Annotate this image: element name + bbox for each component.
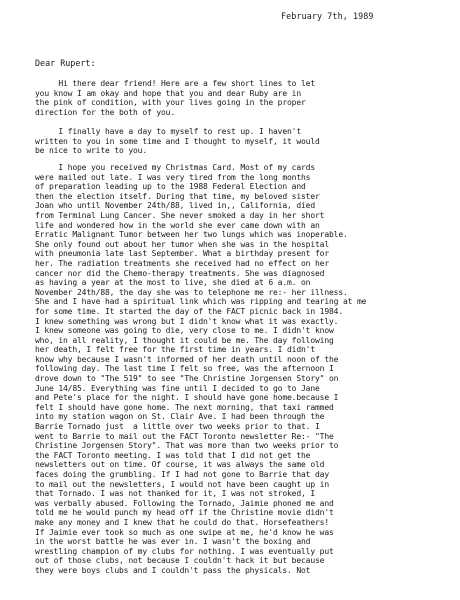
letter-line: newsletters out on time. Of course, it was always the same old: [35, 460, 325, 470]
letter-line: then the election itself. During that time, my beloved sister: [35, 191, 320, 201]
letter-line: make any money and I knew that he could do that. Horsefeathers!: [35, 517, 329, 527]
letter-line: I hope you received my Christmas Card. Most of my cards: [35, 163, 315, 172]
letter-line: written to you in some time and I thought to myself, it would: [35, 136, 320, 146]
letter-line: She and I have had a spiritual link which was ripping and tearing at me: [35, 297, 367, 307]
letter-date: February 7th, 1989: [281, 11, 374, 21]
letter-line: out of those clubs, not because I couldn't hack it but because: [35, 556, 325, 566]
letter-line: drove down to "The 519" to see "The Christine Jorgensen Story" on: [35, 374, 339, 384]
letter-line: the pink of condition, with your lives going in the proper: [35, 98, 306, 108]
letter-line: and Pete's place for the night. I should have gone home.because I: [35, 393, 339, 403]
letter-line: Hi there dear friend! Here are a few short lines to let: [35, 79, 315, 88]
letter-line: wrestling champion of my clubs for nothing. I was eventually put: [35, 546, 334, 556]
letter-line: Erratic Malignant Tumor between her two lungs which was inoperable.: [35, 230, 348, 240]
letter-line: who, in all reality, I thought it could be me. The day following: [35, 335, 334, 345]
letter-line: that Tornado. I was not thanked for it, I was not stroked, I: [35, 489, 315, 499]
letter-line: November 24th/88, the day she was to telephone me re:- her illness.: [35, 287, 348, 297]
paragraph-greeting: [35, 79, 445, 117]
letter-salutation: Dear Rupert:: [35, 58, 96, 68]
letter-line: told me he would punch my head off if the Christine movie didn't: [35, 508, 334, 518]
letter-line: She only found out about her tumor when she was in the hospital: [35, 239, 329, 249]
paragraph-rest-day: [35, 127, 445, 156]
letter-line: her death, I felt free for the first time in years. I didn't: [35, 345, 315, 355]
letter-line: life and wondered how in the world she ever came down with an: [35, 220, 320, 230]
letter-line: If Jaimie ever took so much as one swipe at me, he'd know he was: [35, 527, 334, 537]
letter-line: her. The radiation treatments she received had no effect on her: [35, 258, 329, 268]
paragraph-christmas-card: [35, 163, 445, 576]
letter-line: the FACT Toronto meeting. I was told that I did not get the: [35, 450, 311, 460]
letter-line: felt I should have gone home. The next morning, that taxi rammed: [35, 402, 334, 412]
letter-line: be nice to write to you.: [35, 146, 147, 156]
letter-line: faces doing the grumbling. If I had not gone to Barrie that day: [35, 470, 329, 479]
letter-line: Joan who until November 24th/88, lived in,, California, died: [35, 201, 315, 211]
letter-line: of preparation leading up to the 1988 Federal Election and: [35, 182, 306, 192]
letter-line: direction for the both of you.: [35, 107, 175, 117]
letter-line: cancer nor did the Chemo-therapy treatments. She was diagnosed: [35, 268, 325, 278]
letter-line: as having a year at the most to live, she died at 6 a.m. on: [35, 278, 311, 288]
letter-line: with pneumonia late last September. What a birthday present for: [35, 249, 329, 259]
letter-line: into my station wagon on St. Clair Ave. I had been through the: [35, 412, 325, 422]
letter-line: you know I am okay and hope that you and dear Ruby are in: [35, 88, 301, 98]
letter-line: to mail out the newsletters, I would not have been caught up in: [35, 479, 329, 489]
letter-line: they were boys clubs and I couldn't pass the physicals. Not: [35, 565, 311, 575]
letter-line: June 14/85. Everything was fine until I decided to go to Jane: [35, 383, 320, 393]
letter-line: were mailed out late. I was very tired from the long months: [35, 172, 311, 182]
letter-line: for some time. It started the day of the FACT picnic back in 1984.: [35, 306, 343, 316]
letter-line: in the worst battle he was ever in. I wasn't the boxing and: [35, 537, 311, 547]
letter-line: from Terminal Lung Cancer. She never smoked a day in her short: [35, 210, 325, 220]
letter-line: I finally have a day to myself to rest up. I haven't: [35, 127, 301, 136]
letter-line: Christine Jorgensen Story". That was more than two weeks prior to: [35, 441, 339, 451]
letter-line: I knew something was wrong but I didn't know what it was exactly.: [35, 316, 339, 326]
letter-line: following day. The last time I felt so free, was the afternoon I: [35, 364, 334, 374]
letter-line: was verbally abused. Following the Tornado, Jaimie phoned me and: [35, 498, 334, 508]
letter-line: Barrie Tornado just a little over two weeks prior to that. I: [35, 422, 320, 432]
letter-line: know why because I wasn't informed of her death until noon of the: [35, 354, 339, 364]
letter-line: went to Barrie to mail out the FACT Toronto newsletter Re:- "The: [35, 431, 334, 441]
letter-line: I knew someone was going to die, very close to me. I didn't know: [35, 326, 334, 336]
